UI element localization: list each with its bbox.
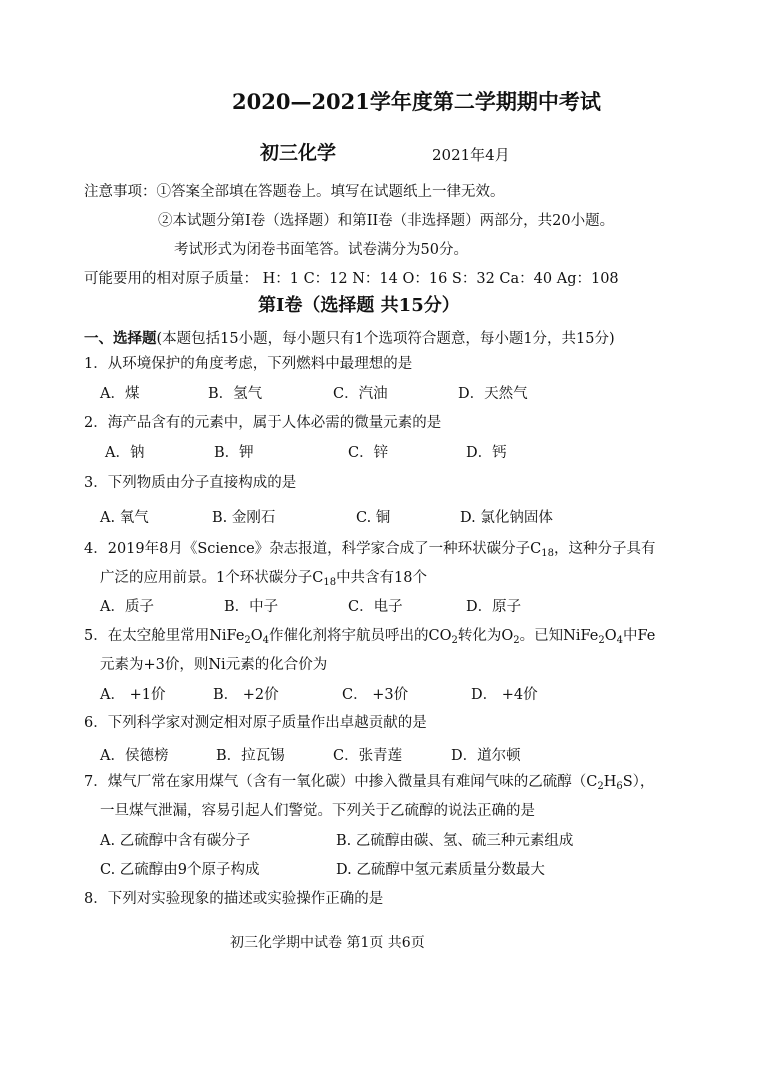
q7-subscript: 6 <box>616 781 623 792</box>
notice-line-2: ②本试题分第I卷（选择题）和第II卷（非选择题）两部分，共20小题。 <box>158 213 615 229</box>
q5-text: 中Fe <box>623 628 656 644</box>
question-2-option-d: D．钙 <box>466 445 507 461</box>
question-6-option-a: A．侯德榜 <box>100 748 169 764</box>
q5-subscript: 2 <box>598 635 605 646</box>
section-heading-bold: 一、选择题 <box>84 330 157 347</box>
question-4-option-d: D．原子 <box>466 599 522 615</box>
question-3-option-c: C. 铜 <box>356 510 391 526</box>
question-6-option-d: D．道尔顿 <box>451 748 521 764</box>
question-7-option-b: B. 乙硫醇由碳、氢、硫三种元素组成 <box>336 833 574 849</box>
question-1-option-c: C．汽油 <box>333 386 388 402</box>
q5-subscript: 2 <box>513 635 520 646</box>
notice-line-3: 考试形式为闭卷书面笔答。试卷满分为50分。 <box>174 242 468 258</box>
section-title: 第Ⅰ卷（选择题 共15分） <box>258 295 460 316</box>
q5-text: 。已知NiFe <box>519 628 599 644</box>
question-4-line-2 <box>100 568 427 588</box>
question-7-option-a: A. 乙硫醇中含有碳分子 <box>100 833 251 849</box>
q4-subscript: 18 <box>541 548 554 559</box>
question-1-option-b: B．氢气 <box>208 386 263 402</box>
q4-text: ，这种分子具有 <box>554 541 656 557</box>
q4-text: 4．2019年8月《Science》杂志报道，科学家合成了一种环状碳分子C <box>84 541 542 557</box>
q7-text: H <box>603 774 617 790</box>
q5-subscript: 4 <box>262 635 270 646</box>
question-3-stem: 3．下列物质由分子直接构成的是 <box>84 475 297 491</box>
question-4-line-1 <box>84 539 656 559</box>
q7-text: S）， <box>622 774 655 790</box>
q5-subscript: 2 <box>244 635 251 646</box>
question-7-line-2: 一旦煤气泄漏，容易引起人们警觉。下列关于乙硫醇的说法正确的是 <box>100 803 535 819</box>
question-5-line-2: 元素为+3价，则Ni元素的化合价为 <box>100 657 328 673</box>
question-5-option-b: B． +2价 <box>213 687 279 703</box>
question-4-option-c: C．电子 <box>348 599 403 615</box>
subject-title: 初三化学 <box>260 142 337 164</box>
question-5-option-d: D． +4价 <box>471 687 538 703</box>
question-2-stem: 2．海产品含有的元素中，属于人体必需的微量元素的是 <box>84 415 442 431</box>
q5-text: O <box>604 628 617 644</box>
question-5-line-1 <box>84 626 655 646</box>
notice-label: 注意事项： <box>84 184 157 200</box>
q7-subscript: 2 <box>597 781 604 792</box>
atomic-masses: 可能要用的相对原子质量： H：1 C：12 N：14 O：16 S：32 Ca：40 Ag：108 <box>84 271 619 287</box>
q7-text: 7．煤气厂常在家用煤气（含有一氧化碳）中掺入微量具有难闻气味的乙硫醇（C <box>84 774 598 790</box>
question-8-stem: 8．下列对实验现象的描述或实验操作正确的是 <box>84 891 384 907</box>
question-3-option-d: D. 氯化钠固体 <box>460 510 553 526</box>
question-6-stem: 6．下列科学家对测定相对原子质量作出卓越贡献的是 <box>84 715 427 731</box>
q5-text: O <box>250 628 263 644</box>
question-2-option-c: C．锌 <box>348 445 389 461</box>
question-3-option-a: A. 氧气 <box>100 510 149 526</box>
question-7-option-c: C. 乙硫醇由9个原子构成 <box>100 862 260 878</box>
question-1-option-d: D．天然气 <box>458 386 528 402</box>
question-3-option-b: B. 金刚石 <box>212 510 276 526</box>
question-2-option-a: A．钠 <box>105 445 145 461</box>
q5-text: 作催化剂将宇航员呼出的CO <box>269 628 452 644</box>
question-4-option-b: B．中子 <box>224 599 279 615</box>
q4-subscript: 18 <box>323 577 337 588</box>
question-7-option-d: D. 乙硫醇中氢元素质量分数最大 <box>336 862 545 878</box>
exam-title: 2020—2021学年度第二学期期中考试 <box>232 89 601 114</box>
q4-text: 广泛的应用前景。1个环状碳分子C <box>100 570 324 586</box>
q5-subscript: 4 <box>616 635 623 646</box>
question-6-option-b: B．拉瓦锡 <box>216 748 285 764</box>
section-heading-rest: (本题包括15小题，每小题只有1个选项符合题意，每小题1分，共15分) <box>156 331 615 347</box>
notice-text-1: ①答案全部填在答题卷上。填写在试题纸上一律无效。 <box>156 184 505 200</box>
q5-subscript: 2 <box>451 635 458 646</box>
question-6-option-c: C．张青莲 <box>333 748 403 764</box>
exam-date: 2021年4月 <box>432 146 510 164</box>
notice-line-1 <box>84 182 505 202</box>
question-2-option-b: B．钾 <box>214 445 254 461</box>
question-5-option-a: A． +1价 <box>100 687 166 703</box>
question-1-stem: 1．从环境保护的角度考虑，下列燃料中最理想的是 <box>84 356 413 372</box>
question-5-option-c: C． +3价 <box>342 687 409 703</box>
q5-text: 5．在太空舱里常用NiFe <box>84 628 245 644</box>
question-7-line-1 <box>84 772 654 792</box>
page-footer: 初三化学期中试卷 第1页 共6页 <box>230 935 425 951</box>
q4-text: 中共含有18个 <box>336 570 428 586</box>
question-1-option-a: A．煤 <box>100 386 140 402</box>
question-4-option-a: A．质子 <box>100 599 154 615</box>
q5-text: 转化为O <box>457 628 514 644</box>
section-heading <box>84 329 615 349</box>
